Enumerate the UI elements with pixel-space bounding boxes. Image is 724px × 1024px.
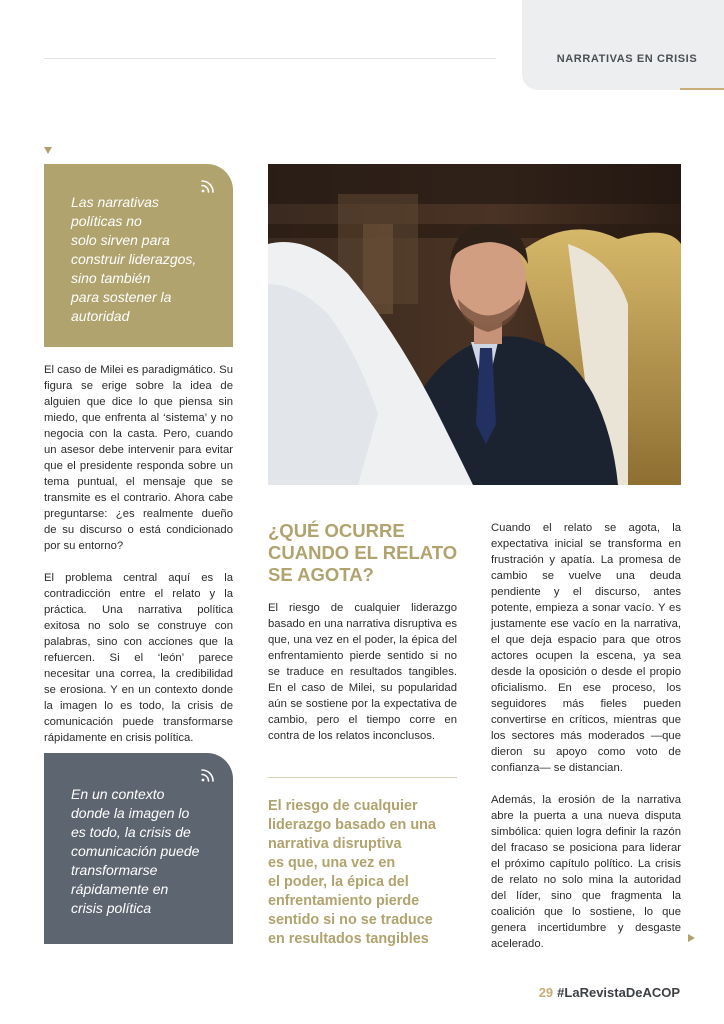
signal-icon xyxy=(201,766,217,782)
quote-text: En un contexto donde la imagen lo es todo, la crisis de comunicación puede transformarse rápidamente en crisis política xyxy=(71,786,200,916)
triangle-right-icon xyxy=(688,934,695,942)
quote-box-slate xyxy=(44,753,233,944)
triangle-down-icon xyxy=(44,147,52,154)
section-title: NARRATIVAS EN CRISIS xyxy=(556,53,698,65)
middle-column xyxy=(268,600,457,760)
left-column xyxy=(44,362,233,762)
paragraph: El caso de Milei es paradigmático. Su figura se erige sobre la idea de alguien que dice lo que piensa sin miedo, que enfrenta al ‘sistema’ y no negocia con la casta. Pero, cuando un asesor debe intervenir para evitar que el presidente responda sobre un tema puntual, el mensaje que se transmite es el contrario. Ahora cabe preguntarse: ¿es realmente dueño de su discurso o está condicionado por su entorno? xyxy=(44,364,233,552)
section-accent-rule xyxy=(680,88,724,90)
page-footer xyxy=(539,985,680,1000)
paragraph: Cuando el relato se agota, la expectativa inicial se transforma en frustración y apatía. La promesa de cambio se vuelve una deuda pendiente y el discurso, antes potente, empieza a sonar vacío. Y es justamente ese vacío en la narrativa, el que deja espacio para que otros actores ocupen la escena, ya sea desde la oposición o desde el propio oficialismo. En ese proceso, los seguidores más fieles pueden convertirse en críticos, mientras que los sectores más moderados —que dieron su apoyo como voto de confianza— se distancian. xyxy=(491,522,681,774)
interview-photo-illustration xyxy=(268,164,681,485)
signal-icon xyxy=(201,177,217,193)
pullquote: El riesgo de cualquier liderazgo basado en una narrativa disruptiva es que, una vez en el poder, la épica del enfrentamiento pierde sentido si no se traduce en resultados tangibles xyxy=(268,798,436,947)
pullquote-divider xyxy=(268,777,457,778)
page-number: 29 xyxy=(538,985,554,1000)
section-tab xyxy=(522,0,724,90)
quote-text: Las narrativas políticas no solo sirven para construir liderazgos, sino también para sostener la autoridad xyxy=(71,194,197,324)
quote-box-gold xyxy=(44,164,233,347)
right-column xyxy=(491,520,681,968)
section-heading: ¿QUÉ OCURRE CUANDO EL RELATO SE AGOTA? xyxy=(268,520,458,585)
magazine-hashtag: #LaRevistaDeACOP xyxy=(557,985,680,1000)
paragraph: El problema central aquí es la contradicción entre el relato y la práctica. Una narrativa política exitosa no solo se construye con palabras, sino con acciones que la refuercen. Si el ‘león’ parece necesitar una correa, la credibilidad se erosiona. Y en un contexto donde la imagen lo es todo, la crisis de comunicación puede transformarse rápidamente en crisis política. xyxy=(44,572,233,744)
interview-photo xyxy=(268,164,681,485)
header-rule xyxy=(44,58,496,59)
paragraph: El riesgo de cualquier liderazgo basado en una narrativa disruptiva es que, una vez en el poder, la épica del enfrentamiento pierde sentido si no se traduce en resultados tangibles. En el caso de Milei, su popularidad aún se sostiene por la expectativa de cambio, pero el tiempo corre en contra de los relatos inconclusos. xyxy=(268,602,457,742)
paragraph: Además, la erosión de la narrativa abre la puerta a una nueva disputa simbólica: quien logra definir la razón del fracaso se posiciona para liderar el próximo capítulo político. La crisis de relato no solo mina la autoridad del líder, sino que fragmenta la coalición que lo sostiene, lo que genera incertidumbre y desgaste acelerado. xyxy=(491,794,681,950)
